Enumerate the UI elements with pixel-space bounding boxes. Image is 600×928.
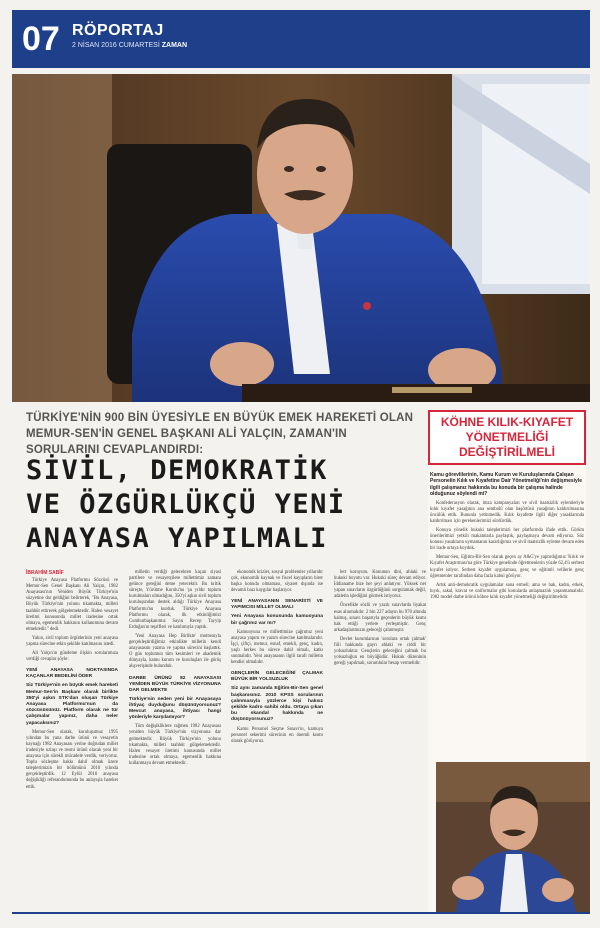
paper-name: ZAMAN xyxy=(161,42,188,49)
paragraph: Kamu Personel Seçme Sınavı'nı, kamuya personel sekerimi sürecinin en önemli kısmı olarak görüyoruz. xyxy=(231,726,323,744)
paragraph: Memur-Sen olarak, kuruluşumuz 1995 yılından bu yana darbe ürünü ve vesayetin kaynağı 1982 Anayasası yerine doğrudan millet iradesiyle uzlaşı ve resmi ürünü olacak yeni bir anayasa için sürekli mücadele verdik, veriyoruz. Toplu sözleşme hakkı dahil olmak üzere taleplerimizin bir bölümünü 2010 yılında gerçekleştirdik. 12 Eylül 2010 anayasa değişikliği referandumunda bu anlayışla hareket ettik. xyxy=(26,729,118,790)
paragraph: Yakın, sivil toplum örgütlerinin yeni anayasa yapma sürecine etkin şekilde katılmasını istedi. xyxy=(26,635,118,648)
section-title: RÖPORTAJ xyxy=(72,22,164,39)
sidebar-text xyxy=(430,501,584,601)
question: Yeni Anayasa konusunda kamuoyuna bir çağrınız var mı? xyxy=(231,614,323,626)
column-1 xyxy=(26,570,118,794)
subheading: GENÇLERİN GELECEĞİNİ ÇALMAK BÜYÜK BİR YOLSUZLUK xyxy=(231,671,323,683)
paragraph: milletin verdiği gelecekten kaçan siyasi partilere ve vesayetçilere millettimiz zamanı gelince gereğini deme yetecektir. Bu kritik süreçte, Yürütme Kurulu'nu 'şu yıldır toplum kurulmaları olmadığını, 350'yi aşkın sivil toplum kuruluşundan destek aldığı Türkiye Anayasa Platformu'nu kurduk. Türkiye Anayasa Platformu olarak, ilk etkinliğimizi Cumhurbaşkanımız Sayın Recep Tayyip Erdoğan'ın teşrifleri ve katılımıyla yaptık. xyxy=(129,570,221,630)
paragraph: 'Yeni Anayasa Hep Birlikte' mottosuyla gerçekleştirdiğimiz etkinlikte milletin kendi anayasasını yazma ve yapma sürecini başlattık. O gün toplumun tüm kesimleri ve akademik dünyayla, kamu kurum ve kuruluşları ile görüş alışverişinde bulunduk. xyxy=(129,633,221,670)
sidebar-lead: Kamu görevlilerinin, Kamu Kurum ve Kuruluşlarında Çalışan Personelin Kılık ve Kıyafetine Dair Yönetmeliği'nin değişmesiyle ilgili çalışmanız hakkında bu konuda bir çalışma halinde olduğunuz söylendi mi? xyxy=(430,472,582,498)
sidebar-paragraph: Memur-Sen, Eğitim-Bir-Sen olarak geçen ay A&G'ye yaptırdığımız 'Kılık ve Kıyafet Araştırması'na göre Türkiye genelinde öğretmenlerin yüzde 62,4'ü serbest kıyafet istiyor. Serbest kıyafet uygulaması, genç ve eğitimli velilerle genç öğretmenler tarafından daha fazla kabul görüyor. xyxy=(430,555,584,579)
footer-rule xyxy=(12,912,590,914)
question: Türkiye'nin neden yeni bir Anayasaya ihtiyaç duyduğunu düşünüyorsunuz? Mevcut anayasa, ihtiyacı hangi yönleriyle karşılamıyor? xyxy=(129,696,221,721)
subheading: YENİ ANAYASANIN SENARİSTİ VE YAPIMCISI MİLLET OLMALI xyxy=(231,599,323,611)
column-2 xyxy=(129,570,221,770)
paragraph: Öncelikle sözlü ve yazılı sınavlarda liyakat esas alınmalıdır. 2 bin 227 adayın bu 970 altında kalmış, sınavı başarıyla geçenlerin büyük kısmı hak ettiği yerlere yerleşmiştir. Genç arkadaşlarımızın geleceği çalınmıştır. xyxy=(334,603,426,633)
paragraph: Tüm değişikliklere rağmen 1982 Anayasası yeniden büyük Türkiye'nin vizyonuna dar gelmektedir. Büyük Türkiye'nin yolunu tıkamakta, milleti taahhüt gölgelemektedir. Halen vesayet üretimi konusunda millet iradesine ortak olmaya, egemenlik hakkına kullanmaya devam etmektedir. xyxy=(129,724,221,766)
sidebar-paragraph: Konuya yönelik hukuki taleplerimizi her platformda ifade ettik. Görüm önerilerimizi yetkili makamlarla paylaştık, paylaşmaya devam ediyoruz. Söz konusu yasakların uymamanın kararlığımız ve sivil itaatsizlik eyleme devam eden bir irade ortaya koyduk. xyxy=(430,528,584,552)
issue-date: 2 NİSAN 2016 CUMARTESİ ZAMAN xyxy=(72,42,188,49)
paragraph: Türkiye Anayasa Platformu Sözcüsü ve Memur-Sen Genel Başkanı Ali Yalçın, 1982 Anayasası'nın Yeniden Büyük Türkiye'nin sözyetine dar geldiğini belirterek, "Bu Anayasa, Büyük Türkiye'nin yolunu tıkamakta, milleti taahhüt ettirerek gölgelemektedir. Halen vesayet üretimi konusunda millet iradesine ortak olmaya, egemenlik hakkının kullanımına devam etmektedir." dedi. xyxy=(26,578,118,632)
headline-line-1: SİVİL, DEMOKRATİK xyxy=(26,455,328,486)
paragraph: Kamuoyuna ve millettimize çağrımız yeni anayasa yapım ve yazım sürecine katılmalarıdır. İşçi, çiftçi, memur, esnaf, emekli, genç, kadın, yaşlı herkes bu sürece dahil olmalı, katkı sunmalıdır. Yeni anayasanın ilgili tarafı milletin kendisi olmalıdır. xyxy=(231,629,323,666)
newspaper-page xyxy=(12,10,590,920)
article-headline xyxy=(26,454,426,556)
sidebar-paragraph: Artık anti-demokratik uygulamalar sona ermeli; ama ve hak, kadın, erkek, bıyık, sakal, kravat ve uniformalar gibi konularda anlaşmazlık yaşanmamalıdır. 1982 model darbe ürünü köhne kılık kıyafet yönetmeliği değiştirilmelidir. xyxy=(430,582,584,600)
subheading: YENİ ANAYASA NOKTASINDA KAÇANLAR BEDELİNİ ÖDER xyxy=(26,668,118,680)
page-number: 07 xyxy=(22,20,60,58)
sidebar-paragraph: Konfederasyon olarak, imza kampanyaları ve sivil itaatsizlik eylemleriyle kılık kıyafet yasağının ana sembolü olan başörtüsü yasağının kaldırılmasına öncülük ettik. Bununla yetinmedik. Kılık kıyafette ilgili diğer yasaklarında kaldırılması için gerekenlerimizi sürdürdük. xyxy=(430,500,584,524)
paragraph: Ali Yalçın'ın gündeme ilişkin sorularımıza verdiği cevaplar şöyle: xyxy=(26,651,118,663)
subheading: DARBE ÜRÜNÜ 82 ANAYASASI YENİDEN BÜYÜK TÜRKİYE VİZYONUNA DAR GELMEKTE xyxy=(129,675,221,693)
byline: İBRAHİM SABİF xyxy=(26,570,64,576)
main-photo xyxy=(12,74,590,402)
inset-photo xyxy=(436,762,590,912)
paragraph: ekonomik krizler, sosyal problemler yıllarıdır çok, ekonomik kaynak ve fiscel kayıpların birer başka konuda olmaması, siyaset dışında ise devamlı bazı kaygılar başlatıyor. xyxy=(231,570,323,594)
column-4 xyxy=(334,570,426,670)
article-body xyxy=(26,570,426,912)
article-kicker: TÜRKİYE'NİN 900 BİN ÜYESİYLE EN BÜYÜK EMEK HAREKETİ OLAN MEMUR-SEN'İN GENEL BAŞKANI ALİ YALÇIN, ZAMAN'IN SORULARINI CEVAPLANDIRDI: xyxy=(26,412,414,456)
page-header xyxy=(12,10,590,68)
sidebar-title: KÖHNE KILIK-KIYAFET YÖNETMELİĞİ DEĞİŞTİRİLMELİ xyxy=(428,410,586,465)
paragraph: Devlet kurumlarının 'sorulara ortak çalmak' fiili hakkında gayrı ahlaki ve ciddi bir yolsuzluktur. Gençlerin geleceğini çalmak bu yolsuzluğun en büyüğüdür. Hukuk düzeninin gereği yapılmalı, sorumlular hesap vermelidir. xyxy=(334,636,426,667)
headline-line-3: ANAYASA YAPILMALI xyxy=(26,523,328,554)
headline-line-2: VE ÖZGÜRLÜKÇÜ YENİ xyxy=(26,489,346,520)
question: Siz Türkiye'nin en büyük emek hareketi Memur-Sen'in Başkanı olarak birlikte 350'yi aşkın STK'dan oluşan Türkiye Anayasa Platformu'nun da sözcüsüsünüz. Platform olarak ne tür çalışmalar yapınız, daha neler yapacaksınız? xyxy=(26,683,118,726)
question: Siz aynı zamanda Eğitim-Bir-Sen genel başkanısınız. 2010 KPSS sorularının çalınmasıyla yüzlerce kişi haksız şekilde kadro sahibi oldu. Ortaya çıkan bu skandal hakkında ne düşünüyorsunuz? xyxy=(231,686,323,723)
paragraph: lert koruyum. Konunun dini, ahlaki ve hukuki boyutu var. Hukuki süreç devam ediyor. İddianame bize her şeyi anlatıyor. Yüksek net yapan sınavların özgürlüğünü sorgulamak değil, adaletin işlediğini görmek istiyoruz. xyxy=(334,570,426,600)
column-3 xyxy=(231,570,323,748)
